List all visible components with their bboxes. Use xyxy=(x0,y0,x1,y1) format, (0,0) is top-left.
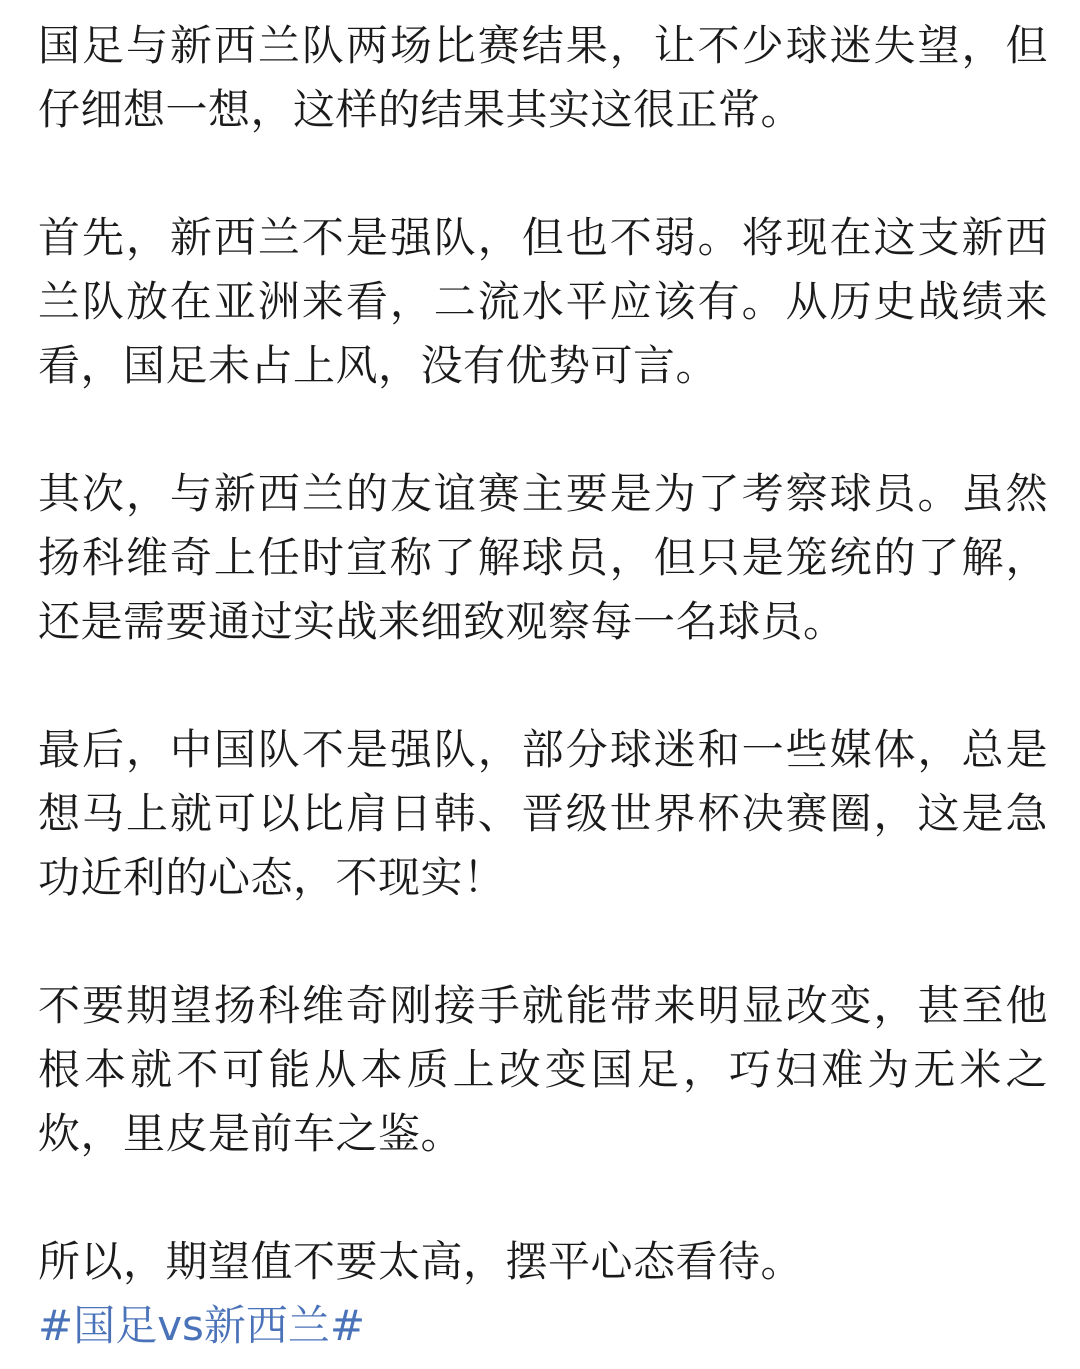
paragraph-intro: 国足与新西兰队两场比赛结果，让不少球迷失望，但仔细想一想，这样的结果其实这很正常。 xyxy=(38,21,1048,134)
paragraph-first-point: 首先，新西兰不是强队，但也不弱。将现在这支新西兰队放在亚洲来看，二流水平应该有。从历史战绩来看，国足未占上风，没有优势可言。 xyxy=(38,213,1048,390)
post-body xyxy=(38,14,1048,1358)
paragraph-expectation: 不要期望扬科维奇刚接手就能带来明显改变，甚至他根本就不可能从本质上改变国足，巧妇难为无米之炊，里皮是前车之鉴。 xyxy=(38,981,1048,1158)
paragraph-third-point: 最后，中国队不是强队，部分球迷和一些媒体，总是想马上就可以比肩日韩、晋级世界杯决赛圈，这是急功近利的心态，不现实！ xyxy=(38,725,1048,902)
paragraph-second-point: 其次，与新西兰的友谊赛主要是为了考察球员。虽然扬科维奇上任时宣称了解球员，但只是笼统的了解，还是需要通过实战来细致观察每一名球员。 xyxy=(38,469,1048,646)
hashtag-link[interactable]: #国足vs新西兰# xyxy=(38,1301,366,1350)
paragraph-conclusion: 所以，期望值不要太高，摆平心态看待。 xyxy=(38,1237,804,1286)
